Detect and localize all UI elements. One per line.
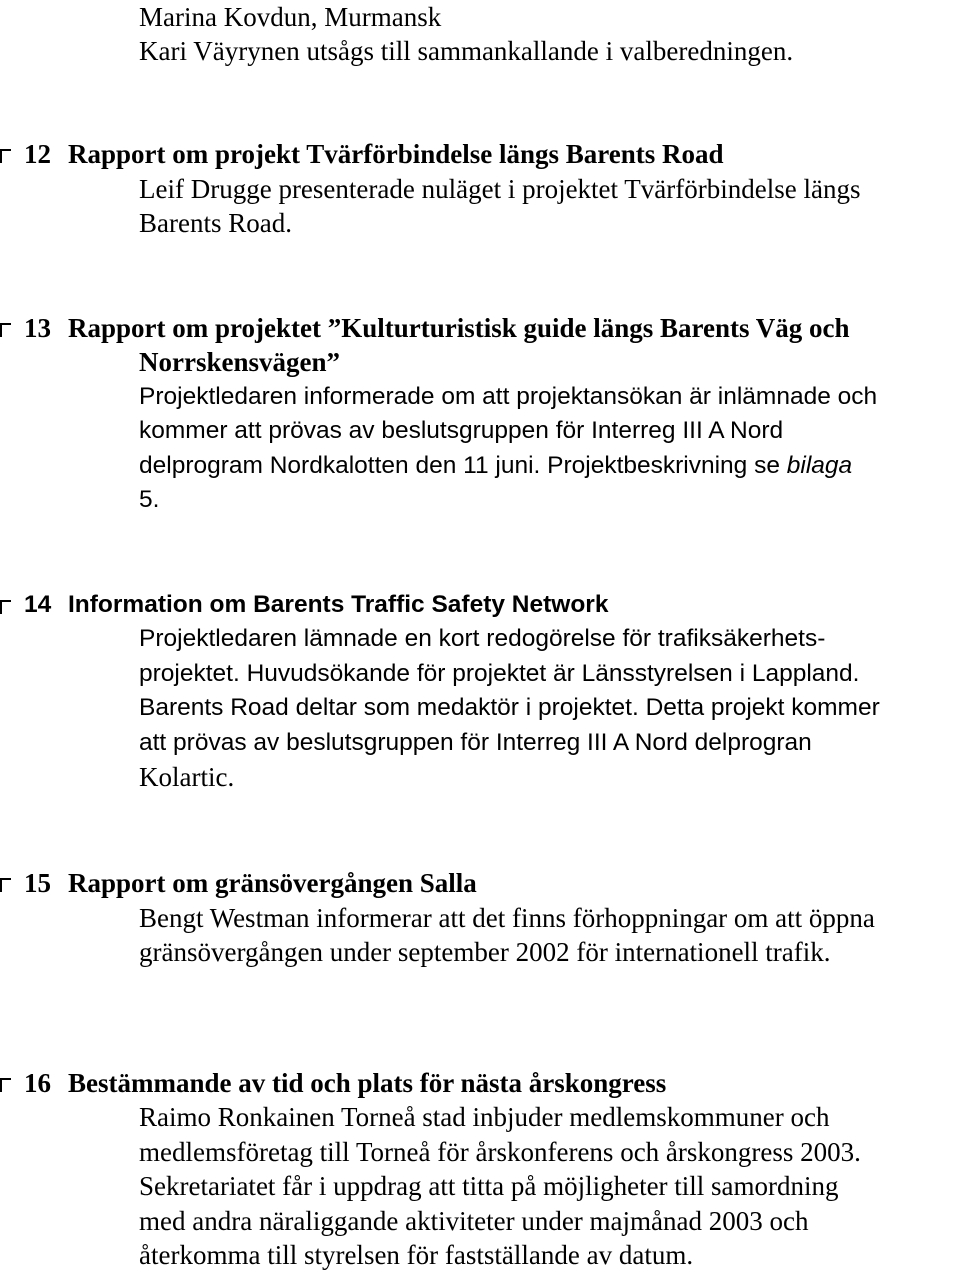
item-number: 15 — [24, 868, 51, 898]
item-body-line: Projektledaren lämnade en kort redogörelse för trafiksäkerhets- — [139, 625, 826, 652]
item-title: Rapport om gränsövergången Salla — [68, 868, 477, 898]
item-body-line: Barents Road deltar som medaktör i projektet. Detta projekt kommer — [139, 694, 880, 721]
item-body-line: Sekretariatet får i uppdrag att titta på möjligheter till samordning — [139, 1171, 839, 1201]
item-body-line: Barents Road. — [139, 208, 292, 238]
item-body-line: att prövas av beslutsgruppen för Interreg III A Nord delprogran — [139, 729, 812, 756]
bullet-icon — [0, 149, 11, 163]
item-number: 12 — [24, 139, 51, 169]
item-number: 16 — [24, 1068, 51, 1098]
intro-line: Kari Väyrynen utsågs till sammankallande i valberedningen. — [139, 36, 794, 66]
item-body-line: med andra näraliggande aktiviteter under majmånad 2003 och — [139, 1206, 809, 1236]
item-title-continued: Norrskensvägen” — [139, 347, 340, 377]
item-body-line: Projektledaren informerade om att projektansökan är inlämnade och — [139, 383, 878, 410]
item-title: Rapport om projekt Tvärförbindelse längs Barents Road — [68, 139, 724, 169]
bullet-icon — [0, 1078, 11, 1092]
item-body-line: återkomma till styrelsen för fastställande av datum. — [139, 1240, 694, 1270]
item-number: 13 — [24, 313, 51, 343]
item-body-line: projektet. Huvudsökande för projektet är Länsstyrelsen i Lappland. — [139, 660, 860, 687]
item-body-line — [139, 449, 852, 484]
intro-line: Marina Kovdun, Murmansk — [139, 2, 442, 32]
item-number: 14 — [24, 591, 52, 618]
bullet-icon — [0, 600, 11, 614]
item-title: Rapport om projektet ”Kulturturistisk guide längs Barents Väg och — [68, 313, 850, 343]
item-body-line: medlemsföretag till Torneå för årskonferens och årskongress 2003. — [139, 1137, 861, 1167]
item-body-line: Kolartic. — [139, 762, 235, 792]
attachment-reference: bilaga — [786, 452, 853, 479]
item-body-line: kommer att prövas av beslutsgruppen för Interreg III A Nord — [139, 417, 784, 444]
bullet-icon — [0, 878, 11, 892]
item-body-line: Bengt Westman informerar att det finns förhoppningar om att öppna — [139, 903, 875, 933]
item-body-line: gränsövergången under september 2002 för internationell trafik. — [139, 937, 831, 967]
item-title: Information om Barents Traffic Safety Network — [68, 591, 609, 618]
item-body-line: Raimo Ronkainen Torneå stad inbjuder medlemskommuner och — [139, 1102, 830, 1132]
bullet-icon — [0, 323, 11, 337]
item-body-line: 5. — [139, 486, 160, 513]
item-body-line: Leif Drugge presenterade nuläget i projektet Tvärförbindelse längs — [139, 174, 861, 204]
item-body-text: delprogram Nordkalotten den 11 juni. Projektbeskrivning se — [139, 452, 780, 479]
item-title: Bestämmande av tid och plats för nästa årskongress — [68, 1068, 667, 1098]
